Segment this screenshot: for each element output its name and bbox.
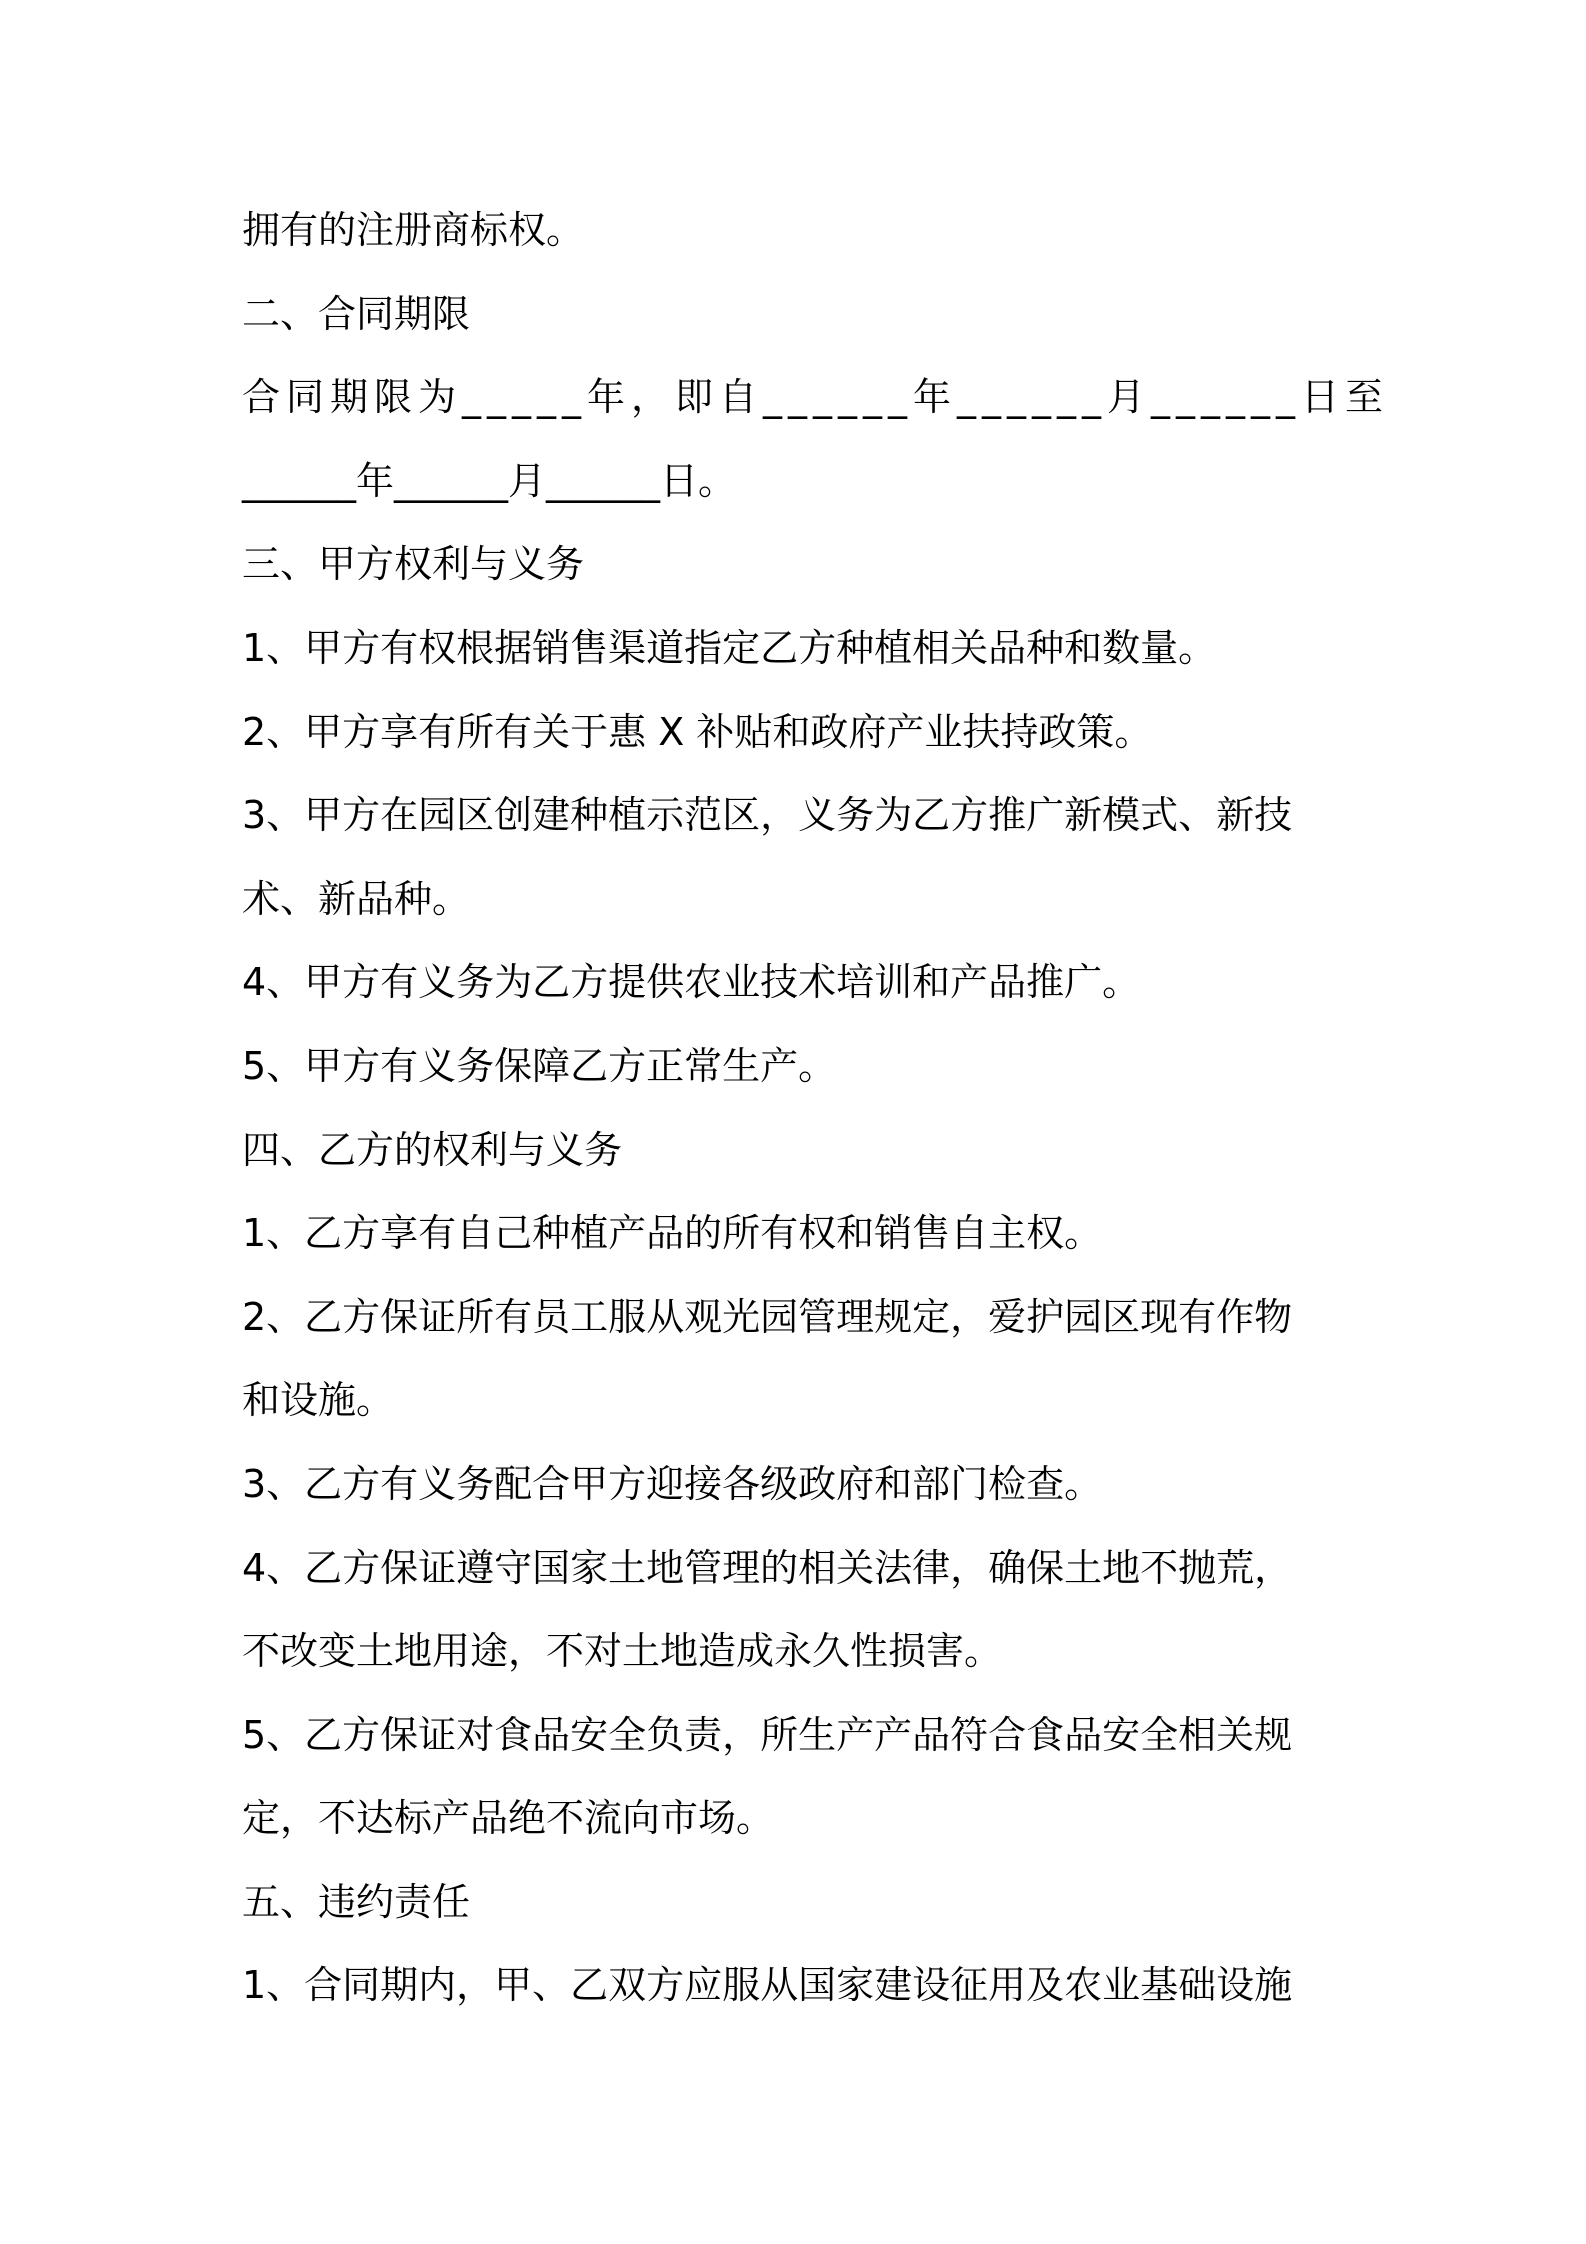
clause-line: 4、乙方保证遵守国家土地管理的相关法律，确保土地不抛荒，: [242, 1545, 1293, 1590]
clause-line: 1、合同期内，甲、乙双方应服从国家建设征用及农业基础设施: [242, 1963, 1293, 2008]
section-heading-party-a: 三、甲方权利与义务: [242, 542, 585, 587]
clause-line: 1、甲方有权根据销售渠道指定乙方种植相关品种和数量。: [242, 625, 1217, 670]
clause-line: 2、甲方享有所有关于惠 X 补贴和政府产业扶持政策。: [242, 709, 1153, 754]
contract-body: [242, 201, 1390, 2040]
clause-line: 3、甲方在园区创建种植示范区，义务为乙方推广新模式、新技: [242, 793, 1293, 838]
paragraph-line: 合同期限为_____年，即自______年______月______日至: [242, 375, 1390, 420]
clause-line: 3、乙方有义务配合甲方迎接各级政府和部门检查。: [242, 1461, 1103, 1506]
clause-line: 1、乙方享有自己种植产品的所有权和销售自主权。: [242, 1211, 1103, 1256]
clause-line: 术、新品种。: [242, 876, 471, 921]
clause-line: 5、乙方保证对食品安全负责，所生产产品符合食品安全相关规: [242, 1712, 1293, 1757]
section-heading-party-b: 四、乙方的权利与义务: [242, 1127, 623, 1172]
clause-line: 5、甲方有义务保障乙方正常生产。: [242, 1043, 837, 1088]
paragraph-line: ______年______月______日。: [242, 458, 737, 503]
section-heading-term: 二、合同期限: [242, 291, 471, 336]
clause-line: 定，不达标产品绝不流向市场。: [242, 1796, 775, 1841]
clause-line: 4、甲方有义务为乙方提供农业技术培训和产品推广。: [242, 960, 1141, 1005]
clause-line: 不改变土地用途，不对土地造成永久性损害。: [242, 1629, 1003, 1674]
paragraph-line: 拥有的注册商标权。: [242, 208, 585, 252]
section-heading-liability: 五、违约责任: [242, 1879, 471, 1924]
clause-line: 2、乙方保证所有员工服从观光园管理规定，爱护园区现有作物: [242, 1294, 1293, 1339]
clause-line: 和设施。: [242, 1378, 395, 1423]
